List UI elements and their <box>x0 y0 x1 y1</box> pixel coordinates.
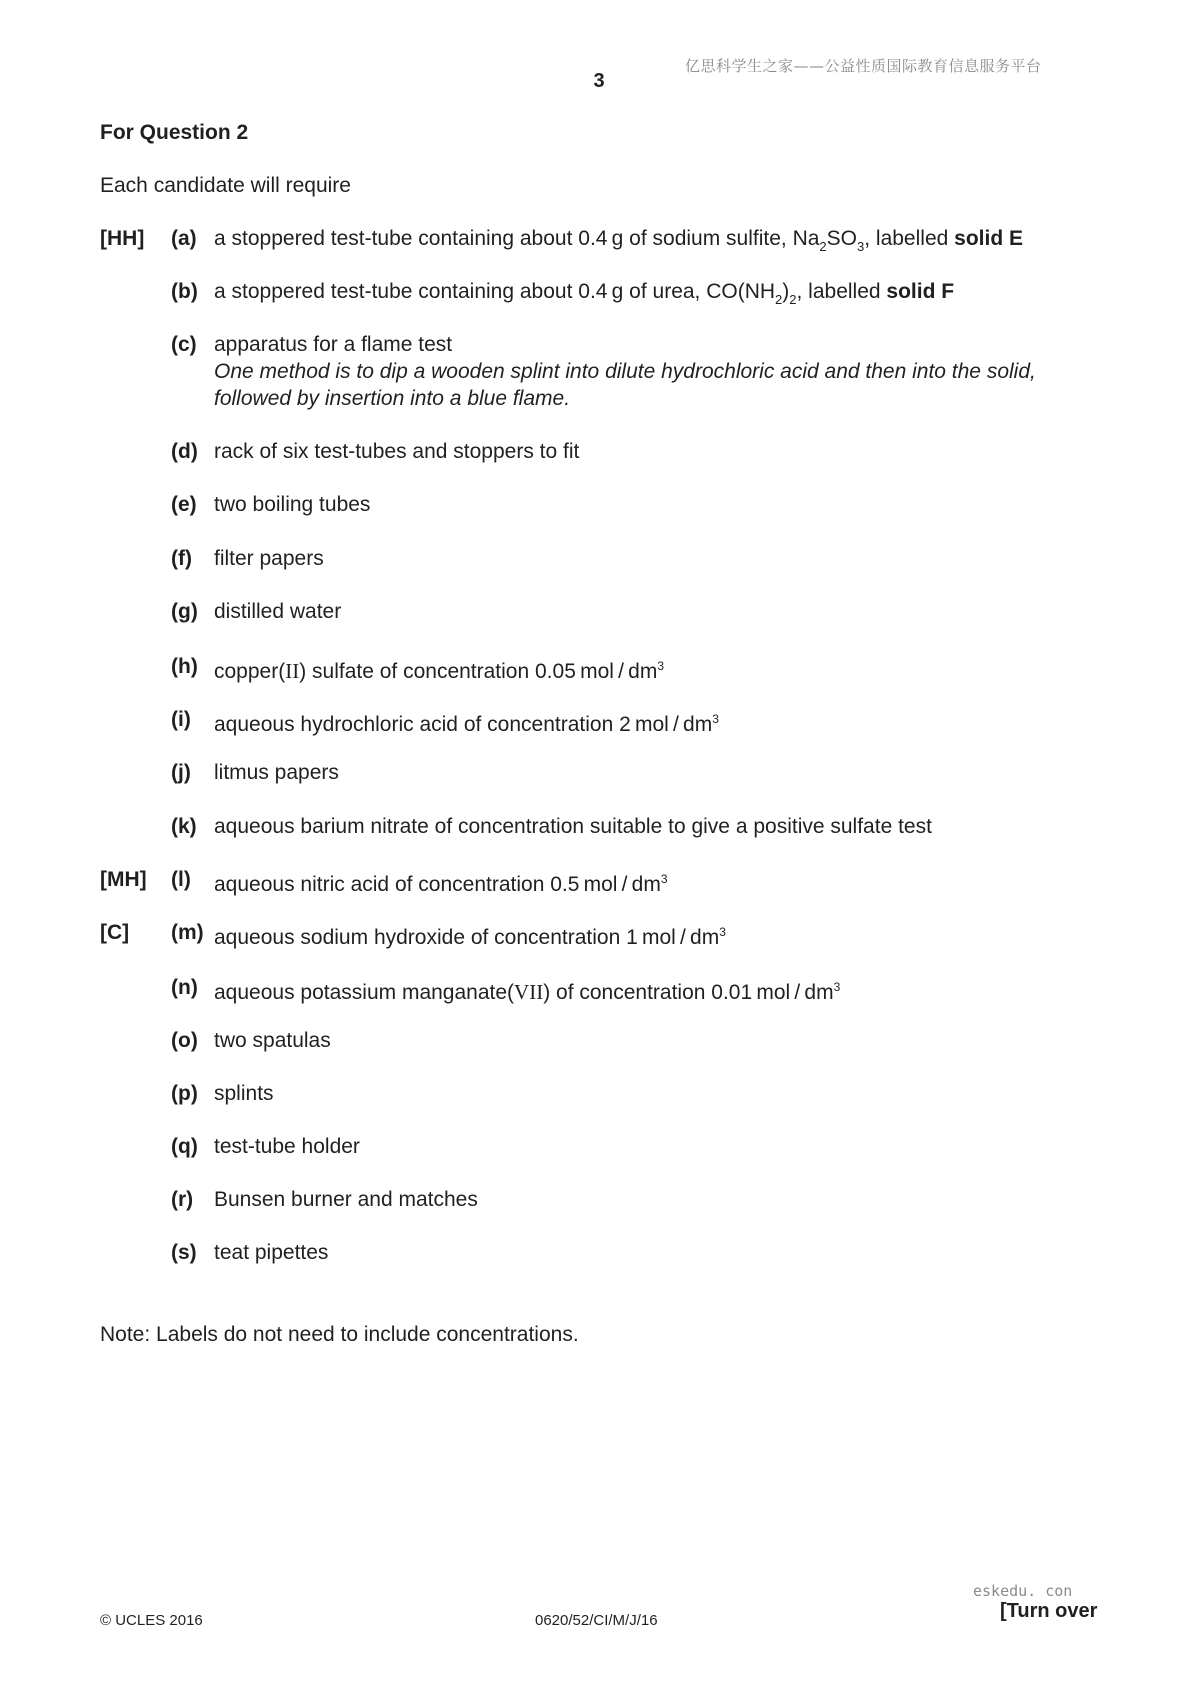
item-text: aqueous hydrochloric acid of concentration 2 mol / $dm^3$ <box>214 712 719 736</box>
page-number: 3 <box>593 70 605 92</box>
item-letter: (s) <box>171 1241 197 1264</box>
item-text: teat pipettes <box>214 1241 329 1264</box>
group-label: [HH] <box>100 227 145 250</box>
item-text: test-tube holder <box>214 1135 360 1158</box>
item-letter: (m) <box>171 921 204 944</box>
item-letter: (e) <box>171 493 197 516</box>
item-letter: (k) <box>171 815 197 838</box>
item-letter: (n) <box>171 976 198 999</box>
item-letter: (d) <box>171 440 198 463</box>
item-text: rack of six test-tubes and stoppers to fit <box>214 440 580 463</box>
item-text: filter papers <box>214 547 324 570</box>
item-letter: (l) <box>171 868 191 891</box>
item-letter: (r) <box>171 1188 194 1211</box>
footer-copyright: © UCLES 2016 <box>100 1612 203 1629</box>
item-letter: (g) <box>171 600 198 623</box>
intro-text: Each candidate will require <box>100 174 351 197</box>
item-text: litmus papers <box>214 761 339 784</box>
footer-site-watermark: eskedu. con <box>973 1582 1073 1600</box>
item-text: aqueous sodium hydroxide of concentration 1 mol / $dm^3$ <box>214 925 726 949</box>
item-text: two boiling tubes <box>214 493 371 516</box>
item-text: aqueous barium nitrate of concentration suitable to give a positive sulfate test <box>214 815 932 838</box>
item-letter: (q) <box>171 1135 198 1158</box>
item-text: a stoppered test-tube containing about 0.4 g of urea, $CO(NH_2)_2$, labelled solid F <box>214 280 955 307</box>
item-text: aqueous potassium manganate(VII) of concentration 0.01 mol / $dm^3$ <box>214 980 841 1004</box>
item-letter: (a) <box>171 227 197 250</box>
item-text: a stoppered test-tube containing about 0.4 g of sodium sulfite, $Na_2SO_3$, labelled solid E <box>214 227 1023 254</box>
group-label: [MH] <box>100 868 147 891</box>
group-label: [C] <box>100 921 130 944</box>
question-heading: For Question 2 <box>100 121 249 144</box>
item-letter: (o) <box>171 1029 198 1052</box>
item-text: copper(II) sulfate of concentration 0.05 mol / $dm^3$ <box>214 659 665 683</box>
item-text: apparatus for a flame test One method is to dip a wooden splint into dilute hydrochloric acid and then into the solid, followed by insertion into a blue flame. <box>214 333 1036 410</box>
item-text: splints <box>214 1082 274 1105</box>
item-letter: (f) <box>171 547 192 570</box>
item-letter: (i) <box>171 708 191 731</box>
note-text: Note: Labels do not need to include concentrations. <box>100 1323 579 1346</box>
item-letter: (p) <box>171 1082 198 1105</box>
item-text: aqueous nitric acid of concentration 0.5 mol / $dm^3$ <box>214 872 668 896</box>
item-letter: (b) <box>171 280 198 303</box>
item-text: Bunsen burner and matches <box>214 1188 478 1211</box>
method-note-line-1: One method is to dip a wooden splint into dilute hydrochloric acid and then into the solid, <box>214 360 1036 383</box>
item-text: two spatulas <box>214 1029 331 1052</box>
watermark-text: 亿思科学生之家——公益性质国际教育信息服务平台 <box>685 57 1042 75</box>
item-letter: (h) <box>171 655 198 678</box>
footer-paper-code: 0620/52/CI/M/J/16 <box>535 1612 658 1629</box>
item-letter: (c) <box>171 333 197 356</box>
item-text: distilled water <box>214 600 342 623</box>
method-note-line-2: followed by insertion into a blue flame. <box>214 387 571 410</box>
item-letter: (j) <box>171 761 191 784</box>
turn-over-label: [Turn over <box>1000 1600 1098 1622</box>
